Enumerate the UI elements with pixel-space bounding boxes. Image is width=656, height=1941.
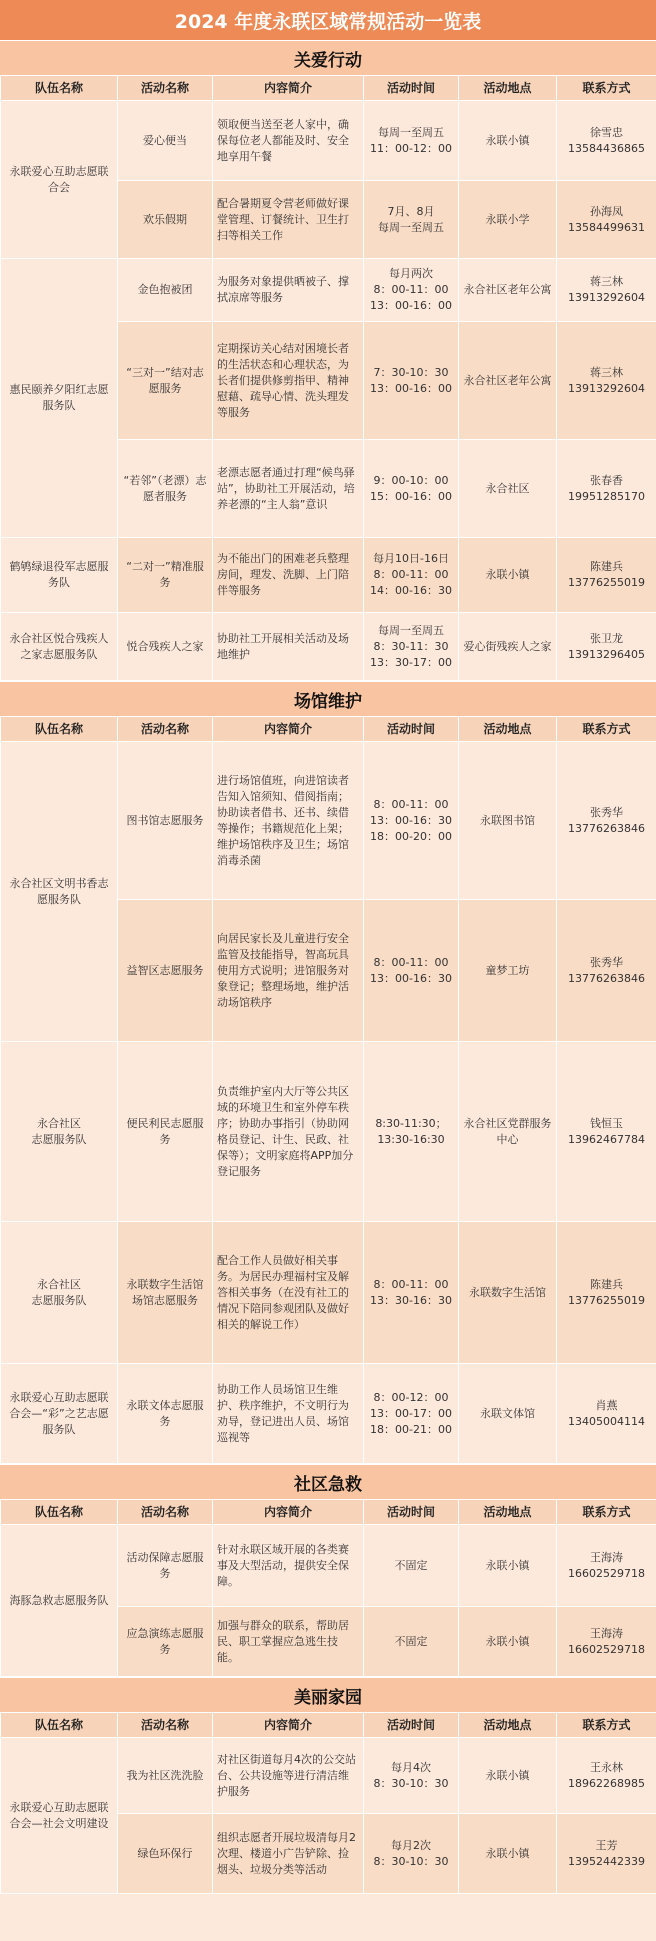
column-header: 队伍名称 [1, 1713, 118, 1738]
activity-place: 永联小镇 [459, 1607, 557, 1677]
contact-info: 陈建兵 13776255019 [557, 1222, 656, 1364]
team-name: 鹤鸲绿退役军志愿服务队 [1, 538, 118, 613]
activity-place: 永联文体馆 [459, 1364, 557, 1464]
contact-info: 张春香 19951285170 [557, 440, 656, 538]
column-header: 内容简介 [213, 76, 364, 101]
activity-place: 永联小镇 [459, 1738, 557, 1814]
column-header: 活动地点 [459, 76, 557, 101]
table-row [1, 1525, 656, 1607]
activity-time: 8：00-11：00 13：00-16：30 [364, 900, 459, 1042]
column-header: 活动时间 [364, 1500, 459, 1525]
activity-place: 永联小镇 [459, 1814, 557, 1894]
activity-description: 定期探访关心结对困境长者的生活状态和心理状态，为长者们提供修剪指甲、精神慰藉、疏导心情、洗头理发等服务 [213, 322, 364, 440]
activity-time: 不固定 [364, 1607, 459, 1677]
activity-description: 为不能出门的困难老兵整理房间，理发、洗脚、上门陪伴等服务 [213, 538, 364, 613]
column-header: 活动时间 [364, 76, 459, 101]
activity-time: 每月两次 8：00-11：00 13：00-16：00 [364, 259, 459, 322]
activity-name: 欢乐假期 [118, 181, 213, 259]
column-header: 队伍名称 [1, 76, 118, 101]
activity-place: 爱心街残疾人之家 [459, 613, 557, 681]
activity-name: 永联文体志愿服务 [118, 1364, 213, 1464]
page-title: 2024 年度永联区域常规活动一览表 [0, 0, 656, 40]
activity-name: 益智区志愿服务 [118, 900, 213, 1042]
activity-table [0, 75, 656, 681]
contact-info: 张秀华 13776263846 [557, 742, 656, 900]
activity-name: 图书馆志愿服务 [118, 742, 213, 900]
column-header: 活动地点 [459, 1713, 557, 1738]
activity-place: 永联小镇 [459, 538, 557, 613]
activity-place: 童梦工坊 [459, 900, 557, 1042]
activity-place: 永联小镇 [459, 101, 557, 181]
team-name: 永合社区文明书香志愿服务队 [1, 742, 118, 1042]
activity-time: 每周一至周五 11：00-12：00 [364, 101, 459, 181]
column-header: 联系方式 [557, 1500, 656, 1525]
column-header: 内容简介 [213, 717, 364, 742]
activity-place: 永联图书馆 [459, 742, 557, 900]
contact-info: 蒋三林 13913292604 [557, 322, 656, 440]
table-header-row [1, 76, 656, 101]
activity-description: 为服务对象提供晒被子、撑拭凉席等服务 [213, 259, 364, 322]
sections-container [0, 40, 656, 1894]
activity-place: 永合社区老年公寓 [459, 259, 557, 322]
activity-name: 爱心便当 [118, 101, 213, 181]
column-header: 内容简介 [213, 1500, 364, 1525]
column-header: 活动地点 [459, 717, 557, 742]
contact-info: 孙海凤 13584499631 [557, 181, 656, 259]
column-header: 联系方式 [557, 1713, 656, 1738]
activity-place: 永联小学 [459, 181, 557, 259]
section-title: 关爱行动 [0, 40, 656, 75]
column-header: 内容简介 [213, 1713, 364, 1738]
team-name: 惠民颐养夕阳红志愿服务队 [1, 259, 118, 538]
contact-info: 肖燕 13405004114 [557, 1364, 656, 1464]
team-name: 永联爱心互助志愿联合会—社会文明建设 [1, 1738, 118, 1894]
column-header: 队伍名称 [1, 1500, 118, 1525]
table-row [1, 1738, 656, 1814]
activity-time: 8：00-12：00 13：00-17：00 18：00-21：00 [364, 1364, 459, 1464]
activity-time: 7月、8月 每周一至周五 [364, 181, 459, 259]
contact-info: 陈建兵 13776255019 [557, 538, 656, 613]
activity-description: 协助社工开展相关活动及场地维护 [213, 613, 364, 681]
activity-description: 老漂志愿者通过打理“候鸟驿站”，协助社工开展活动，培养老漂的“主人翁”意识 [213, 440, 364, 538]
table-row [1, 538, 656, 613]
table-header-row [1, 717, 656, 742]
table-row [1, 742, 656, 900]
column-header: 活动时间 [364, 1713, 459, 1738]
activity-name: 永联数字生活馆场馆志愿服务 [118, 1222, 213, 1364]
activity-description: 进行场馆值班，向进馆读者告知入馆须知、借阅指南；协助读者借书、还书、续借等操作；书籍规范化上架；维护场馆秩序及卫生；场馆消毒杀菌 [213, 742, 364, 900]
contact-info: 张卫龙 13913296405 [557, 613, 656, 681]
activity-name: 活动保障志愿服务 [118, 1525, 213, 1607]
column-header: 联系方式 [557, 76, 656, 101]
activity-description: 负责维护室内大厅等公共区域的环境卫生和室外停车秩序；协助办事指引（协助网格员登记、计生、民政、社保等）；文明家庭将APP加分登记服务 [213, 1042, 364, 1222]
column-header: 活动名称 [118, 1713, 213, 1738]
activity-time: 每月4次 8：30-10：30 [364, 1738, 459, 1814]
contact-info: 钱恒玉 13962467784 [557, 1042, 656, 1222]
activity-time: 9：00-10：00 15：00-16：00 [364, 440, 459, 538]
contact-info: 王海涛 16602529718 [557, 1525, 656, 1607]
activity-description: 领取便当送至老人家中，确保每位老人都能及时、安全地享用午餐 [213, 101, 364, 181]
activity-time: 7：30-10：30 13：00-16：00 [364, 322, 459, 440]
section-title: 场馆维护 [0, 681, 656, 716]
activity-name: 金色抱被团 [118, 259, 213, 322]
activity-description: 配合工作人员做好相关事务。为居民办理福村宝及解答相关事务（在没有社工的情况下陪同参观团队及做好相关的解说工作） [213, 1222, 364, 1364]
activity-table [0, 716, 656, 1464]
column-header: 联系方式 [557, 717, 656, 742]
table-row [1, 1364, 656, 1464]
table-row [1, 613, 656, 681]
column-header: 活动名称 [118, 717, 213, 742]
activity-place: 永联数字生活馆 [459, 1222, 557, 1364]
activity-name: 我为社区洗洗脸 [118, 1738, 213, 1814]
team-name: 海豚急救志愿服务队 [1, 1525, 118, 1677]
activity-description: 协助工作人员场馆卫生维护、秩序维护，不文明行为劝导，登记进出人员、场馆巡视等 [213, 1364, 364, 1464]
table-header-row [1, 1713, 656, 1738]
activity-name: “若邻”（老漂）志愿者服务 [118, 440, 213, 538]
table-header-row [1, 1500, 656, 1525]
activity-table [0, 1499, 656, 1677]
activity-name: 便民利民志愿服务 [118, 1042, 213, 1222]
activity-name: 应急演练志愿服务 [118, 1607, 213, 1677]
activity-place: 永合社区老年公寓 [459, 322, 557, 440]
activity-name: “二对一”精准服务 [118, 538, 213, 613]
contact-info: 王永林 18962268985 [557, 1738, 656, 1814]
section-title: 美丽家园 [0, 1677, 656, 1712]
activity-place: 永合社区党群服务中心 [459, 1042, 557, 1222]
activity-time: 8:30-11:30； 13:30-16:30 [364, 1042, 459, 1222]
contact-info: 张秀华 13776263846 [557, 900, 656, 1042]
contact-info: 徐雪忠 13584436865 [557, 101, 656, 181]
team-name: 永合社区 志愿服务队 [1, 1042, 118, 1222]
activity-description: 配合暑期夏令营老师做好课堂管理、订餐统计、卫生打扫等相关工作 [213, 181, 364, 259]
activity-name: “三对一”结对志愿服务 [118, 322, 213, 440]
team-name: 永联爱心互助志愿联合会—“彩”之艺志愿服务队 [1, 1364, 118, 1464]
team-name: 永合社区 志愿服务队 [1, 1222, 118, 1364]
team-name: 永联爱心互助志愿联合会 [1, 101, 118, 259]
activity-place: 永联小镇 [459, 1525, 557, 1607]
activity-table [0, 1712, 656, 1894]
column-header: 活动时间 [364, 717, 459, 742]
activity-time: 8：00-11：00 13：30-16：30 [364, 1222, 459, 1364]
section-title: 社区急救 [0, 1464, 656, 1499]
activity-description: 加强与群众的联系，帮助居民、职工掌握应急逃生技能。 [213, 1607, 364, 1677]
activity-place: 永合社区 [459, 440, 557, 538]
table-row [1, 259, 656, 322]
activity-name: 悦合残疾人之家 [118, 613, 213, 681]
activity-time: 每月2次 8：30-10：30 [364, 1814, 459, 1894]
contact-info: 王芳 13952442339 [557, 1814, 656, 1894]
column-header: 活动地点 [459, 1500, 557, 1525]
table-row [1, 1222, 656, 1364]
activity-name: 绿色环保行 [118, 1814, 213, 1894]
activity-time: 每周一至周五 8：30-11：30 13：30-17：00 [364, 613, 459, 681]
column-header: 活动名称 [118, 1500, 213, 1525]
table-row [1, 1042, 656, 1222]
activity-description: 针对永联区域开展的各类赛事及大型活动，提供安全保障。 [213, 1525, 364, 1607]
contact-info: 王海涛 16602529718 [557, 1607, 656, 1677]
contact-info: 蒋三林 13913292604 [557, 259, 656, 322]
activity-time: 每月10日-16日 8：00-11：00 14：00-16：30 [364, 538, 459, 613]
activity-description: 对社区街道每月4次的公交站台、公共设施等进行清洁维护服务 [213, 1738, 364, 1814]
activity-time: 8：00-11：00 13：00-16：30 18：00-20：00 [364, 742, 459, 900]
column-header: 队伍名称 [1, 717, 118, 742]
activity-description: 组织志愿者开展垃圾清每月2次理、楼道小广告铲除、捡烟头、垃圾分类等活动 [213, 1814, 364, 1894]
table-row [1, 101, 656, 181]
team-name: 永合社区悦合残疾人之家志愿服务队 [1, 613, 118, 681]
activity-description: 向居民家长及儿童进行安全监管及技能指导，智高玩具使用方式说明；进馆服务对象登记；整理场地，维护活动场馆秩序 [213, 900, 364, 1042]
column-header: 活动名称 [118, 76, 213, 101]
activity-time: 不固定 [364, 1525, 459, 1607]
